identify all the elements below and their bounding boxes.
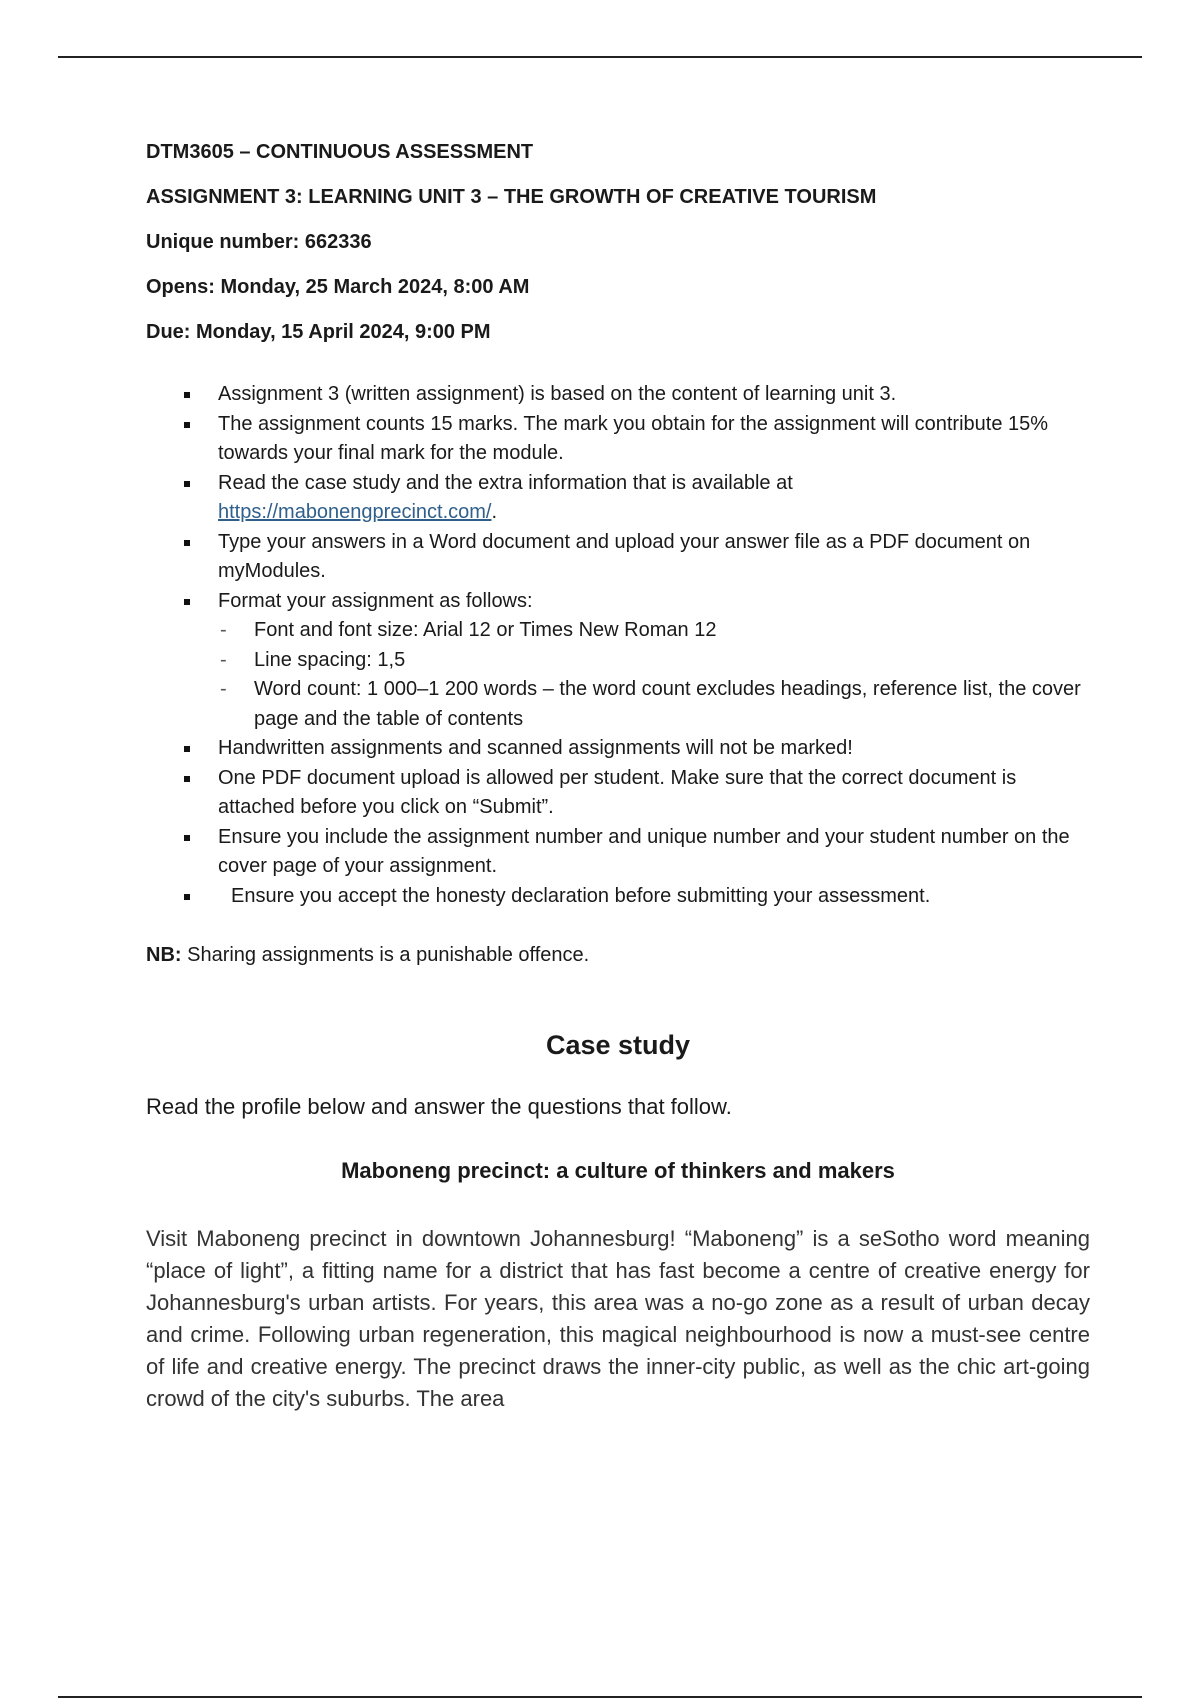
list-item: Ensure you accept the honesty declaration before submitting your assessment. [218, 882, 1090, 912]
list-item: Format your assignment as follows: - Font and font size: Arial 12 or Times New Roman 12 - Line spacing: 1,5 - Word count: 1 000–1 200 words – the word count excludes headings, reference list, the cover page and the table of contents [218, 587, 1090, 735]
case-study-title: Case study [545, 1030, 691, 1060]
top-rule [58, 56, 1142, 58]
document-page [146, 140, 1090, 1415]
due-date: Due: Monday, 15 April 2024, 9:00 PM [146, 321, 491, 343]
list-item: Ensure you include the assignment number and unique number and your student number on the cover page of your assignment. [218, 823, 1090, 882]
opens-date: Opens: Monday, 25 March 2024, 8:00 AM [146, 276, 530, 298]
maboneng-link[interactable]: https://mabonengprecinct.com/ [218, 501, 492, 523]
list-item: The assignment counts 15 marks. The mark you obtain for the assignment will contribute 15% towards your final mark for the module. [218, 410, 1090, 469]
list-item: Handwritten assignments and scanned assignments will not be marked! [218, 734, 1090, 764]
nb-label: NB: [146, 944, 182, 966]
sub-list-item: - Font and font size: Arial 12 or Times New Roman 12 [254, 616, 1090, 646]
list-item: Type your answers in a Word document and upload your answer file as a PDF document on myModules. [218, 528, 1090, 587]
nb-note: NB: Sharing assignments is a punishable offence. [146, 944, 590, 966]
course-code-heading: DTM3605 – CONTINUOUS ASSESSMENT [146, 141, 534, 163]
case-study-intro: Read the profile below and answer the questions that follow. [146, 1094, 732, 1119]
list-item: One PDF document upload is allowed per student. Make sure that the correct document is attached before you click on “Submit”. [218, 764, 1090, 823]
sub-list-item: - Word count: 1 000–1 200 words – the word count excludes headings, reference list, the cover page and the table of contents [254, 675, 1090, 734]
list-item: Read the case study and the extra information that is available at https://mabonengprecinct.com/. [218, 469, 1090, 528]
format-sublist [218, 616, 1090, 734]
assignment-heading: ASSIGNMENT 3: LEARNING UNIT 3 – THE GROWTH OF CREATIVE TOURISM [146, 186, 877, 208]
sub-list-item: - Line spacing: 1,5 [254, 646, 1090, 676]
case-study-subtitle: Maboneng precinct: a culture of thinkers and makers [341, 1158, 895, 1183]
list-item: Assignment 3 (written assignment) is based on the content of learning unit 3. [218, 380, 1090, 410]
unique-number: Unique number: 662336 [146, 231, 372, 253]
bottom-rule [58, 1696, 1142, 1698]
case-study-body: Visit Maboneng precinct in downtown Johannesburg! “Maboneng” is a seSotho word meaning “place of light”, a fitting name for a district that has fast become a centre of creative energy for Johannesburg's urban artists. For years, this area was a no-go zone as a result of urban decay and crime. Following urban regeneration, this magical neighbourhood is now a must-see centre of life and creative energy. The precinct draws the inner-city public, as well as the chic art-going crowd of the city's suburbs. The area [146, 1226, 1090, 1411]
instructions-list [146, 380, 1090, 911]
